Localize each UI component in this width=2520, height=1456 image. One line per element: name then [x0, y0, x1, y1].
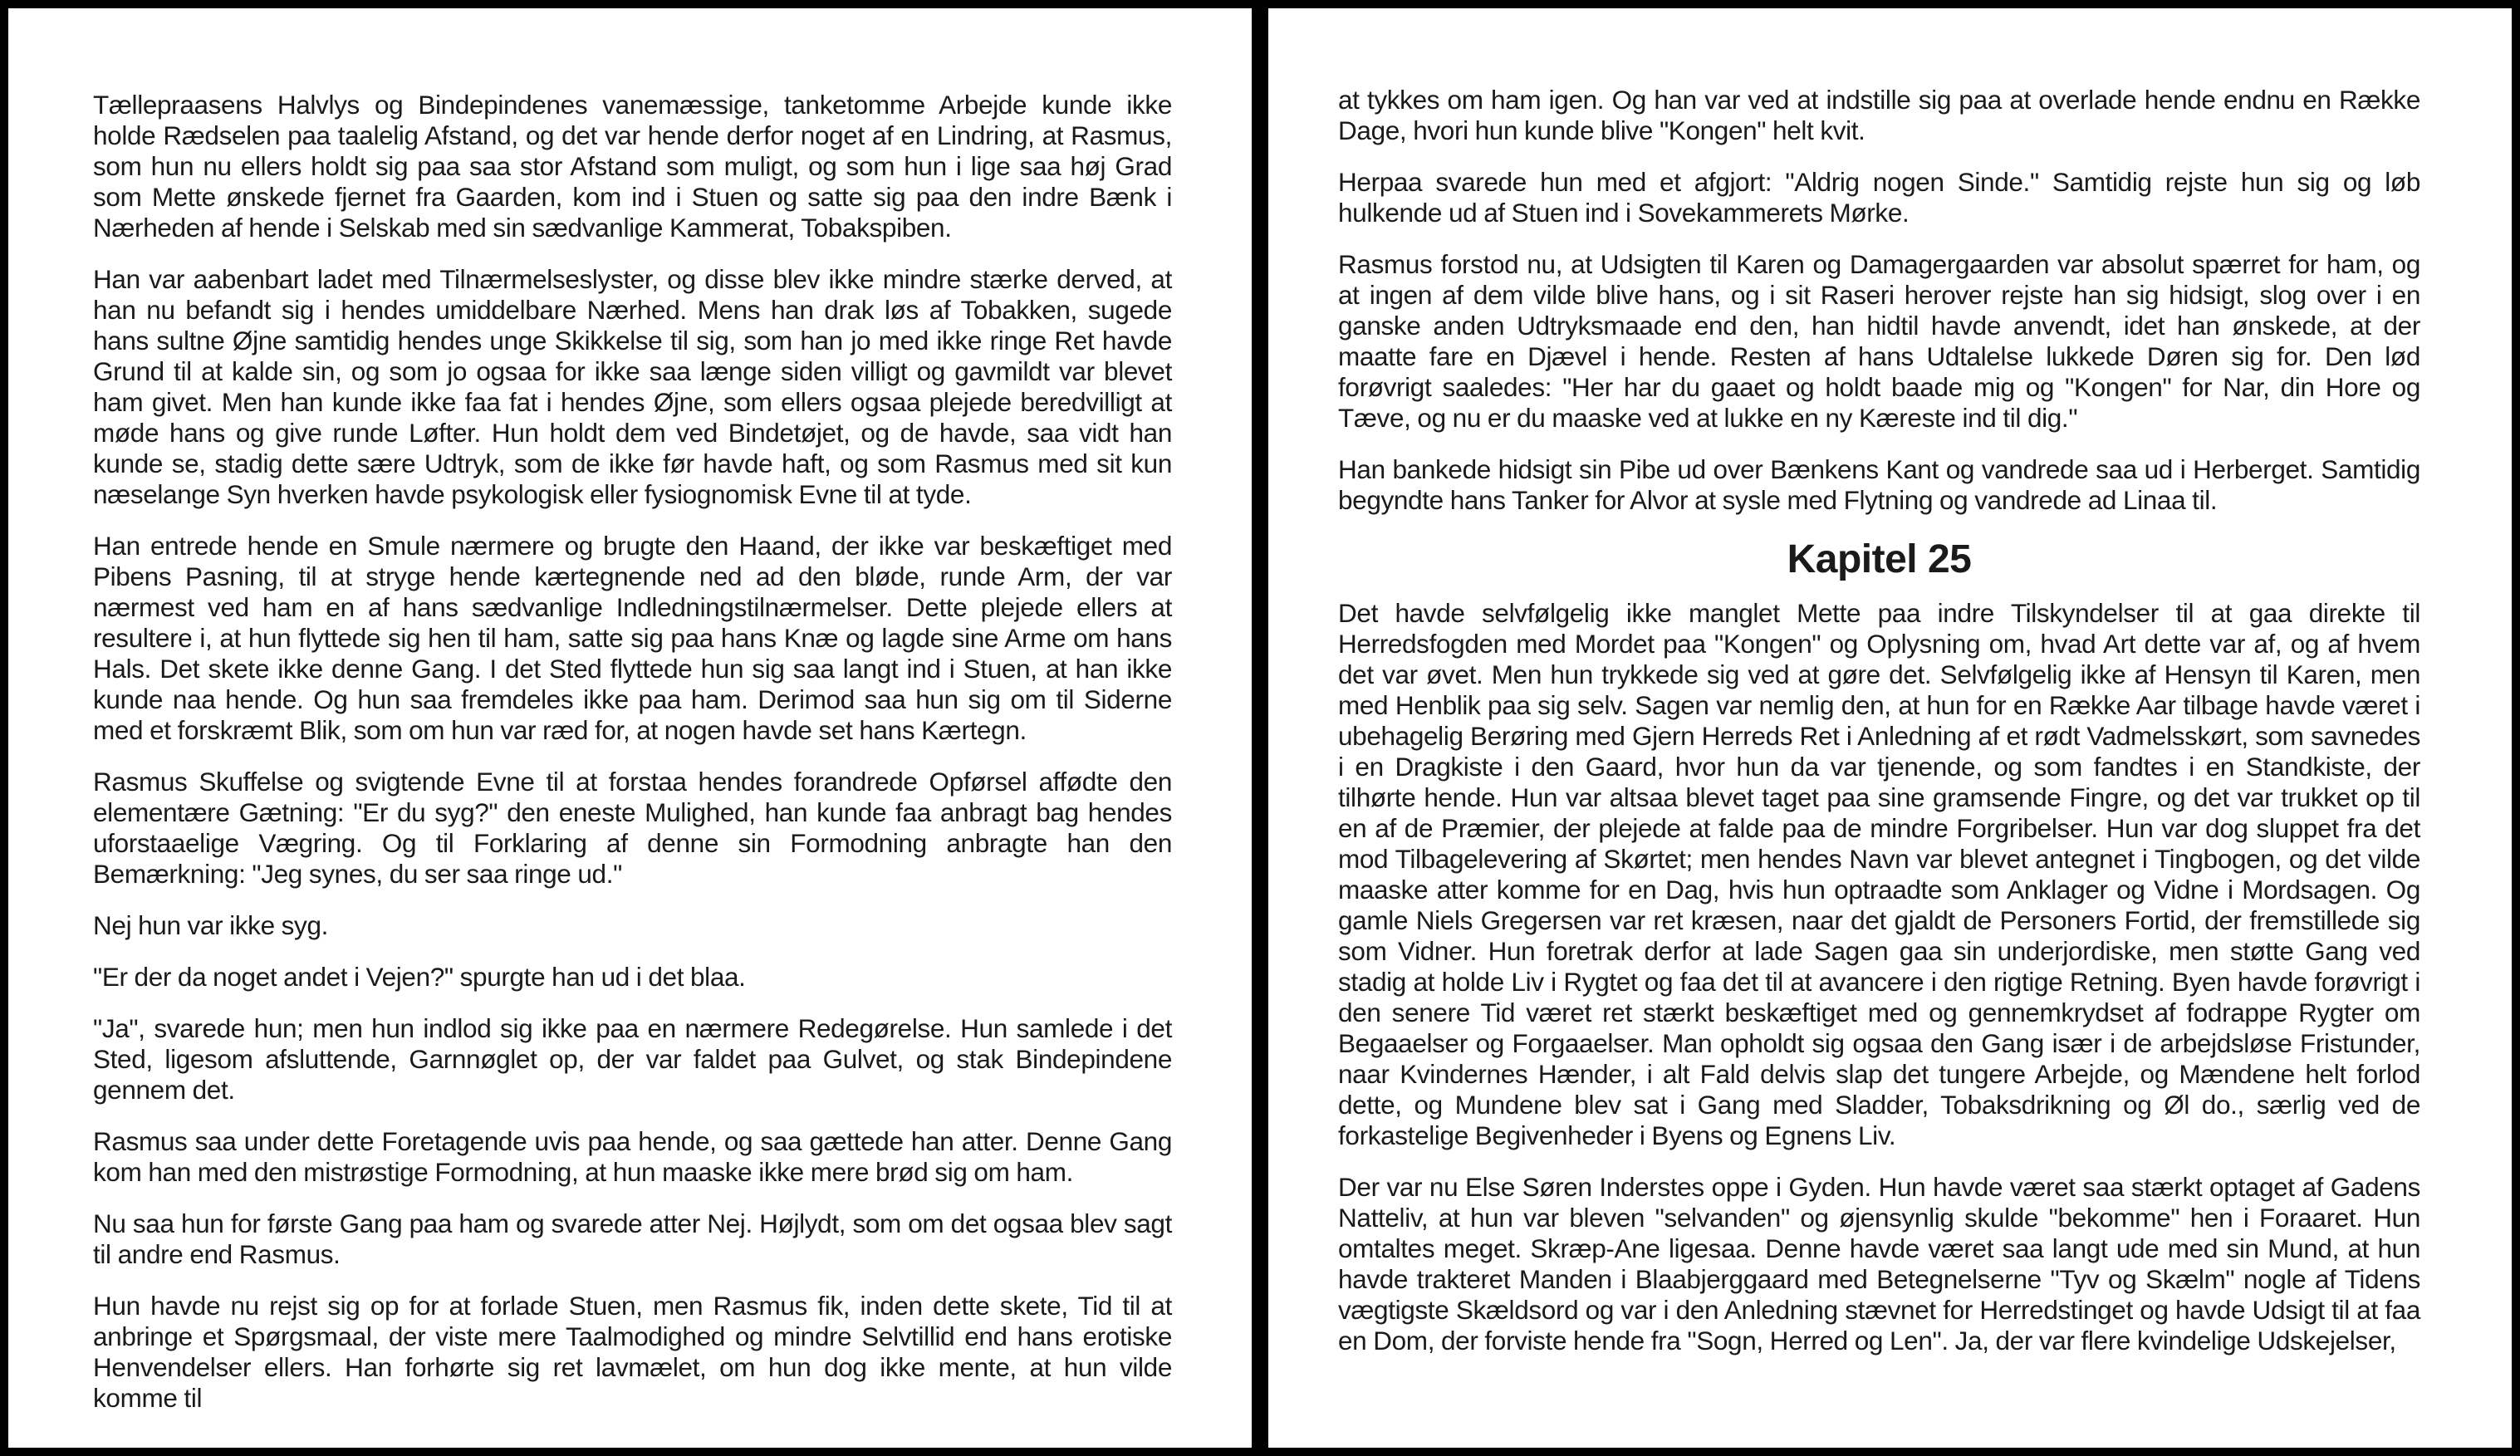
- paragraph: Det havde selvfølgelig ikke manglet Mette paa indre Tilskyndelser til at gaa direkte til Herredsfogden med Mordet paa "Kongen" og Oplysning om, hvad Art dette var af, og af hvem det var øvet. Men hun trykkede sig ved at gøre det. Selvfølgelig ikke af Hensyn til Karen, men med Henblik paa sig selv. Sagen var nemlig den, at hun for en Række Aar tilbage havde været i ubehagelig Berøring med Gjern Herreds Ret i Anledning af et rødt Vadmelsskørt, som savnedes i en Dragkiste i den Gaard, hvor hun da var tjenende, og som fandtes i en Standkiste, der tilhørte hende. Hun var altsaa blevet taget paa sine gramsende Fingre, og det var trukket op til en af de Præmier, der plejede at falde paa de mindre Forgribelser. Hun var dog sluppet fra det mod Tilbagelevering af Skørtet; men hendes Navn var blevet antegnet i Tingbogen, og det vilde maaske atter komme for en Dag, hvis hun optraadte som Anklager og Vidne i Mordsagen. Og gamle Niels Gregersen var ret kræsen, naar det gjaldt de Personers Fortid, der fremstillede sig som Vidner. Hun foretrak derfor at lade Sagen gaa sin underjordiske, men støtte Gang ved stadig at holde Liv i Rygtet og faa det til at avancere i den rigtige Retning. Byen havde forøvrigt i den senere Tid været ret stærkt beskæftiget med og gennemkrydset af fodrappe Rygter om Begaaelser og Forgaaelser. Man opholdt sig ogsaa den Gang især i de arbejdsløse Fristunder, naar Kvindernes Hænder, i alt Fald delvis slap det tungere Arbejde, og Mændene helt forlod dette, og Mundene blev sat i Gang med Sladder, Tobaksdrikning og Øl do., særlig ved de forkastelige Begivenheder i Byens og Egnens Liv.: [1338, 598, 2420, 1150]
- paragraph: Hun havde nu rejst sig op for at forlade Stuen, men Rasmus fik, inden dette skete, Tid til at anbringe et Spørgsmaal, der viste mere Taalmodighed og mindre Selvtillid end hans erotiske Henvendelser ellers. Han forhørte sig ret lavmælet, om hun dog ikke mente, at hun vilde komme til: [93, 1291, 1172, 1413]
- paragraph: at tykkes om ham igen. Og han var ved at indstille sig paa at overlade hende endnu en Række Dage, hvori hun kunde blive "Kongen" helt kvit.: [1338, 85, 2420, 145]
- paragraph: "Er der da noget andet i Vejen?" spurgte han ud i det blaa.: [93, 962, 746, 992]
- paragraph: Han var aabenbart ladet med Tilnærmelseslyster, og disse blev ikke mindre stærke derved, at han nu befandt sig i hendes umiddelbare Nærhed. Mens han drak løs af Tobakken, sugede hans sultne Øjne samtidig hendes unge Skikkelse til sig, som han jo med ikke ringe Ret havde Grund til at kalde sin, og som jo ogsaa for ikke saa længe siden villigt og gavmildt var blevet ham givet. Men han kunde ikke faa fat i hendes Øjne, som ellers ogsaa plejede beredvilligt at møde hans og give runde Løfter. Hun holdt dem ved Bindetøjet, og de havde, saa vidt han kunde se, stadig dette sære Udtryk, som de ikke før havde haft, og som Rasmus med sit kun næselange Syn hverken havde psykologisk eller fysiognomisk Evne til at tyde.: [93, 264, 1172, 509]
- paragraph: Tællepraasens Halvlys og Bindepindenes vanemæssige, tanketomme Arbejde kunde ikke holde Rædselen paa taalelig Afstand, og det var hende derfor noget af en Lindring, at Rasmus, som hun nu ellers holdt sig paa saa stor Afstand som muligt, og som hun i lige saa høj Grad som Mette ønskede fjernet fra Gaarden, kom ind i Stuen og satte sig paa den indre Bænk i Nærheden af hende i Selskab med sin sædvanlige Kammerat, Tobakspiben.: [93, 90, 1172, 243]
- paragraph: Nej hun var ikke syg.: [93, 910, 329, 940]
- paragraph: Han bankede hidsigt sin Pibe ud over Bænkens Kant og vandrede saa ud i Herberget. Samtidig begyndte hans Tanker for Alvor at sysle med Flytning og vandrede ad Linaa til.: [1338, 454, 2420, 515]
- paragraph: Nu saa hun for første Gang paa ham og svarede atter Nej. Højlydt, som om det ogsaa blev sagt til andre end Rasmus.: [93, 1208, 1172, 1269]
- right-page: [1268, 8, 2512, 1448]
- paragraph: Herpaa svarede hun med et afgjort: "Aldrig nogen Sinde." Samtidig rejste hun sig og løb hulkende ud af Stuen ind i Sovekammerets Mørke.: [1338, 167, 2420, 228]
- paragraph: Han entrede hende en Smule nærmere og brugte den Haand, der ikke var beskæftiget med Pibens Pasning, til at stryge hende kærtegnende ned ad den bløde, runde Arm, der var nærmest ved ham en af hans sædvanlige Indledningstilnærmelser. Dette plejede ellers at resultere i, at hun flyttede sig hen til ham, satte sig paa hans Knæ og lagde sine Arme om hans Hals. Det skete ikke denne Gang. I det Sted flyttede hun sig saa langt ind i Stuen, at han ikke kunde naa hende. Og hun saa fremdeles ikke paa ham. Derimod saa hun sig om til Siderne med et forskræmt Blik, som om hun var ræd for, at nogen havde set hans Kærtegn.: [93, 531, 1172, 745]
- chapter-heading: Kapitel 25: [1787, 537, 1972, 581]
- paragraph: Rasmus forstod nu, at Udsigten til Karen og Damagergaarden var absolut spærret for ham, og at ingen af dem vilde blive hans, og i sit Raseri herover rejste han sig hidsigt, slog over i en ganske anden Udtryksmaade end den, han hidtil havde anvendt, idet han ønskede, at der maatte fare en Djævel i hende. Resten af hans Udtalelse lukkede Døren sig for. Den lød forøvrigt saaledes: "Her har du gaaet og holdt baade mig og "Kongen" for Nar, din Hore og Tæve, og nu er du maaske ved at lukke en ny Kæreste ind til dig.": [1338, 249, 2420, 433]
- paragraph: Rasmus saa under dette Foretagende uvis paa hende, og saa gættede han atter. Denne Gang kom han med den mistrøstige Formodning, at hun maaske ikke mere brød sig om ham.: [93, 1126, 1172, 1187]
- paragraph: Der var nu Else Søren Inderstes oppe i Gyden. Hun havde været saa stærkt optaget af Gadens Natteliv, at hun var bleven "selvanden" og øjensynlig skulde "bekomme" hen i Foraaret. Hun omtaltes meget. Skræp-Ane ligesaa. Denne havde været saa langt ude med sin Mund, at hun havde trakteret Manden i Blaabjerggaard med Betegnelserne "Tyv og Skælm" nogle af Tidens vægtigste Skældsord og var i den Anledning stævnet for Herredstinget og havde Udsigt til at faa en Dom, der forviste hende fra "Sogn, Herred og Len". Ja, der var flere kvindelige Udskejelser,: [1338, 1172, 2420, 1356]
- paragraph: Rasmus Skuffelse og svigtende Evne til at forstaa hendes forandrede Opførsel affødte den elementære Gætning: "Er du syg?" den eneste Mulighed, han kunde faa anbragt bag hendes uforstaaelige Vægring. Og til Forklaring af denne sin Formodning anbragte han den Bemærkning: "Jeg synes, du ser saa ringe ud.": [93, 767, 1172, 889]
- paragraph: "Ja", svarede hun; men hun indlod sig ikke paa en nærmere Redegørelse. Hun samlede i det Sted, ligesom afsluttende, Garnnøglet op, der var faldet paa Gulvet, og stak Bindepindene gennem det.: [93, 1013, 1172, 1105]
- left-page: [8, 8, 1252, 1448]
